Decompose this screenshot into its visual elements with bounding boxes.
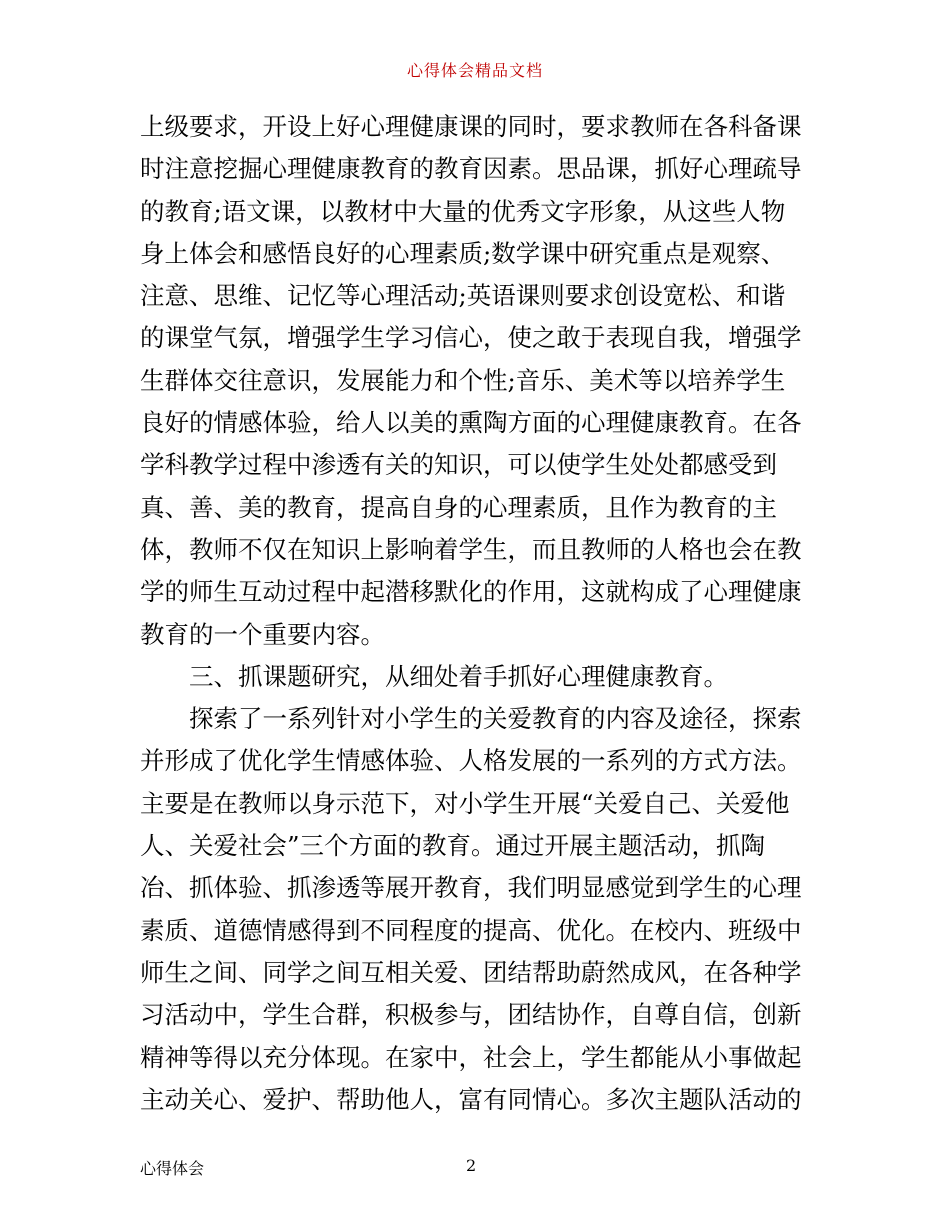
text-line: 教育的一个重要内容。 [140,619,385,649]
document-header: 心得体会精品文档 [406,61,543,80]
text-line: 学的师生互动过程中起潜移默化的作用，这就构成了心理健康 [140,577,802,607]
text-line: 主要是在教师以身示范下，对小学生开展“关爱自己、关爱他 [140,788,790,818]
text-line: 主动关心、爱护、帮助他人，富有同情心。多次主题队活动的 [140,1084,802,1114]
text-line: 人、关爱社会”三个方面的教育。通过开展主题活动，抓陶 [140,831,766,861]
text-line: 注意、思维、记忆等心理活动;英语课则要求创设宽松、和谐 [140,281,786,311]
text-line: 冶、抓体验、抓渗透等展开教育，我们明显感觉到学生的心理 [140,873,802,903]
text-line: 体，教师不仅在知识上影响着学生，而且教师的人格也会在教 [140,534,802,564]
section-heading: 三、抓课题研究，从细处着手抓好心理健康教育。 [189,661,728,691]
text-line: 并形成了优化学生情感体验、人格发展的一系列的方式方法。 [140,746,802,776]
text-line: 的教育;语文课，以教材中大量的优秀文字形象，从这些人物 [140,196,786,226]
document-body [140,106,820,1121]
text-line: 学科教学过程中渗透有关的知识，可以使学生处处都感受到 [140,450,777,480]
text-line: 身上体会和感悟良好的心理素质;数学课中研究重点是观察、 [140,238,786,268]
text-line: 的课堂气氛，增强学生学习信心，使之敢于表现自我，增强学 [140,323,802,353]
text-line: 生群体交往意识，发展能力和个性;音乐、美术等以培养学生 [140,365,786,395]
text-line: 素质、道德情感得到不同程度的提高、优化。在校内、班级中 [140,915,802,945]
text-line: 真、善、美的教育，提高自身的心理素质，且作为教育的主 [140,492,777,522]
text-line: 时注意挖掘心理健康教育的教育因素。思品课，抓好心理疏导 [140,154,802,184]
text-line: 良好的情感体验，给人以美的熏陶方面的心理健康教育。在各 [140,408,802,438]
page-number: 2 [466,1156,477,1175]
text-line: 精神等得以充分体现。在家中，社会上，学生都能从小事做起 [140,1042,802,1072]
text-line: 习活动中，学生合群，积极参与，团结协作，自尊自信，创新 [140,1000,802,1030]
footer-label: 心得体会 [140,1159,205,1178]
text-line: 上级要求，开设上好心理健康课的同时，要求教师在各科备课 [140,112,802,141]
text-line: 师生之间、同学之间互相关爱、团结帮助蔚然成风，在各种学 [140,957,802,987]
text-line: 探索了一系列针对小学生的关爱教育的内容及途径，探索 [189,704,802,734]
